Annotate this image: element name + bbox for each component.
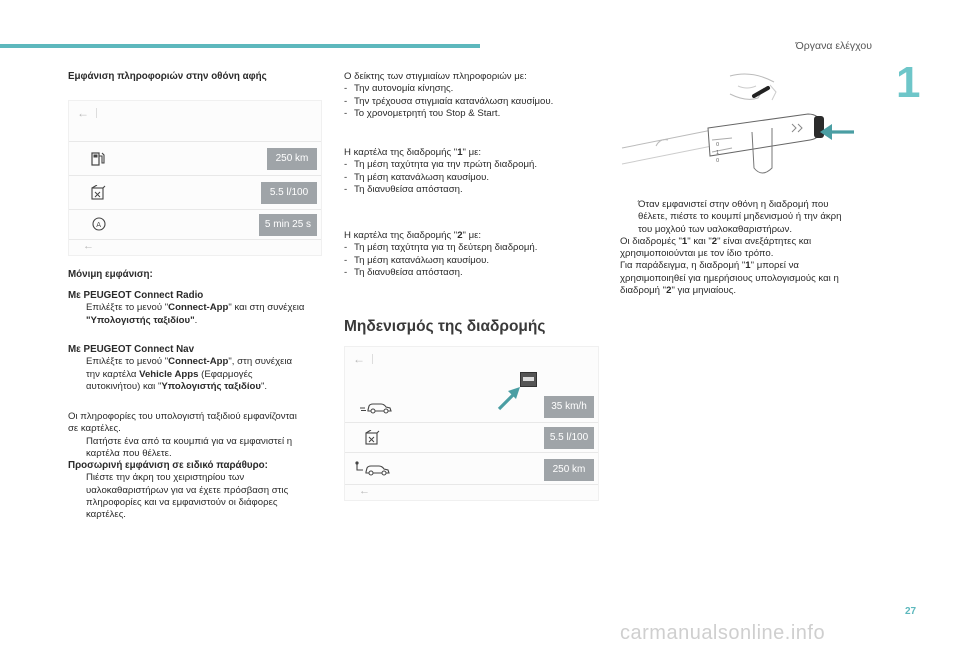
text: Πατήστε ένα από τα κουμπιά για να εμφανιστεί η xyxy=(86,435,293,447)
text: Επιλέξτε το μενού " xyxy=(86,302,169,314)
screen-row-distance[interactable] xyxy=(345,452,598,485)
menu-name: Υπολογιστής ταξιδίου xyxy=(161,380,261,392)
trip1-block xyxy=(344,147,614,196)
text: Η καρτέλα της διαδρομής " xyxy=(344,147,458,158)
back-arrow-icon: ← xyxy=(83,240,94,252)
text: χρησιμοποιηθεί για ημερήσιους υπολογισμούς και η xyxy=(620,272,839,284)
svg-text:1: 1 xyxy=(716,150,720,156)
back-arrow-icon: ← xyxy=(353,352,365,366)
trip2-block xyxy=(344,230,614,279)
trip-number: 2 xyxy=(457,230,463,241)
dash: - xyxy=(344,159,348,171)
text: " μπορεί να xyxy=(750,260,799,272)
text: την καρτέλα xyxy=(86,368,140,380)
dash: - xyxy=(344,242,348,254)
persistent-display-heading: Μόνιμη εμφάνιση: xyxy=(68,269,153,280)
text: Οι διαδρομές " xyxy=(620,235,682,247)
text: Όταν εμφανιστεί στην οθόνη η διαδρομή που xyxy=(638,199,829,210)
consumption-icon xyxy=(91,185,106,200)
text: Ο δείκτης των στιγμιαίων πληροφοριών με: xyxy=(344,71,527,82)
trip-number: 1 xyxy=(681,235,688,247)
consumption-value-badge: 5.5 l/100 xyxy=(261,182,317,204)
nav-instructions xyxy=(68,344,330,393)
instant-info-block xyxy=(344,71,614,120)
text: καρτέλα που θέλετε. xyxy=(86,447,172,459)
screen-row-stop-start[interactable] xyxy=(69,209,321,240)
svg-text:0: 0 xyxy=(716,158,720,164)
page-number: 27 xyxy=(905,606,917,617)
dash: - xyxy=(344,95,348,107)
wiper-stalk-illustration xyxy=(612,68,874,184)
svg-text:0: 0 xyxy=(716,142,720,148)
reset-instructions xyxy=(620,199,882,297)
list-item: Τη μέση κατανάλωση καυσίμου. xyxy=(354,171,490,183)
bullet-marker xyxy=(68,302,86,314)
trip-number: 2 xyxy=(711,235,718,247)
menu-name: Connect-App xyxy=(168,356,229,368)
dash: - xyxy=(344,254,348,266)
trip-computer-screen xyxy=(68,100,322,256)
text: " με: xyxy=(462,147,482,158)
text: Για παράδειγμα, η διαδρομή " xyxy=(620,260,746,272)
svg-text:A: A xyxy=(96,221,101,229)
text: Πιέστε την άκρη του χειριστηρίου των xyxy=(86,472,245,484)
text: Οι πληροφορίες του υπολογιστή ταξιδιού εμφανίζονται xyxy=(68,411,297,422)
stop-start-value-badge: 5 min 25 s xyxy=(259,214,317,236)
text: . xyxy=(194,314,198,326)
text: ". xyxy=(260,380,268,392)
header-accent-bar xyxy=(0,44,480,48)
consumption-icon xyxy=(365,430,380,445)
back-arrow-icon: ← xyxy=(359,485,370,497)
menu-name: Connect-App xyxy=(168,302,229,314)
stop-start-icon xyxy=(92,217,106,231)
trip-number: 1 xyxy=(745,260,751,272)
chapter-number: 1 xyxy=(896,58,921,107)
screen-row-consumption[interactable] xyxy=(69,175,321,210)
text: Επιλέξτε το μενού " xyxy=(86,356,169,368)
screen-row-consumption[interactable] xyxy=(345,422,598,453)
nav-heading: Με PEUGEOT Connect Nav xyxy=(68,344,195,355)
text: πληροφορίες και να εμφανιστούν οι διάφορες xyxy=(86,497,278,509)
speed-value-badge: 35 km/h xyxy=(544,396,594,418)
screen-footer xyxy=(345,484,598,499)
text: " και " xyxy=(687,235,712,247)
tabs-paragraph xyxy=(68,411,338,522)
list-item: Την τρέχουσα στιγμιαία κατανάλωση καυσίμου. xyxy=(354,95,554,107)
list-item: Τη μέση ταχύτητα για την πρώτη διαδρομή. xyxy=(354,159,537,171)
radio-instructions xyxy=(68,290,330,327)
text: υαλοκαθαριστήρων για να έχετε πρόσβαση στις xyxy=(86,484,289,496)
reset-screen xyxy=(344,346,599,501)
list-item: Την αυτονομία κίνησης. xyxy=(354,83,454,95)
distance-value-badge: 250 km xyxy=(544,459,594,481)
temporary-display-heading: Προσωρινή εμφάνιση σε ειδικό παράθυρο: xyxy=(68,460,268,472)
back-arrow-icon: ← xyxy=(77,106,89,120)
heading-touchscreen-display: Εμφάνιση πληροφοριών στην οθόνη αφής xyxy=(68,71,267,82)
dash: - xyxy=(344,171,348,183)
dash: - xyxy=(344,183,348,195)
range-value-badge: 250 km xyxy=(267,148,317,170)
trip-number: 2 xyxy=(666,285,672,297)
list-item: Τη διανυθείσα απόσταση. xyxy=(354,266,463,278)
text: Η καρτέλα της διαδρομής " xyxy=(344,230,458,241)
list-item: Τη μέση ταχύτητα για τη δεύτερη διαδρομή. xyxy=(354,242,538,254)
divider xyxy=(96,108,97,118)
dash: - xyxy=(344,266,348,278)
text: χρησιμοποιούνται με τον ίδιο τρόπο. xyxy=(620,248,774,260)
menu-name: Vehicle Apps xyxy=(139,368,199,380)
text: του μοχλού των υαλοκαθαριστήρων. xyxy=(638,223,792,235)
screen-row-range[interactable] xyxy=(69,141,321,176)
text: " με: xyxy=(462,230,482,241)
consumption-value-badge: 5.5 l/100 xyxy=(544,427,594,449)
screen-row-speed[interactable] xyxy=(345,392,598,422)
dash: - xyxy=(344,83,348,95)
list-item: Το χρονομετρητή του Stop & Start. xyxy=(354,107,501,119)
text: (Εφαρμογές xyxy=(198,368,253,380)
text: " είναι ανεξάρτητες και xyxy=(717,235,812,247)
text: θέλετε, πιέστε το κουμπί μηδενισμού ή την άκρη xyxy=(638,211,842,223)
text: " για μηνιαίους. xyxy=(671,285,736,297)
dash: - xyxy=(344,107,348,119)
trip-number: 1 xyxy=(457,147,463,158)
list-item: Τη διανυθείσα απόσταση. xyxy=(354,183,463,195)
reset-trip-heading: Μηδενισμός της διαδρομής xyxy=(344,318,546,335)
radio-heading: Με PEUGEOT Connect Radio xyxy=(68,290,204,301)
list-item: Τη μέση κατανάλωση καυσίμου. xyxy=(354,254,490,266)
divider xyxy=(372,354,373,364)
reset-icon xyxy=(523,377,534,381)
text: διαδρομή " xyxy=(620,285,667,297)
average-speed-car-icon xyxy=(359,401,393,414)
text: ", στη συνέχεια xyxy=(228,356,293,368)
section-title: Όργανα ελέγχου xyxy=(795,40,872,52)
text: καρτέλες. xyxy=(86,509,126,521)
text: σε καρτέλες. xyxy=(68,423,121,435)
distance-car-icon xyxy=(355,461,391,476)
text: αυτοκινήτου) και " xyxy=(86,380,162,392)
fuel-pump-icon xyxy=(91,151,105,166)
menu-name: "Υπολογιστής ταξιδίου" xyxy=(86,314,195,326)
text: " και στη συνέχεια xyxy=(228,302,305,314)
screen-footer xyxy=(69,239,321,254)
watermark-text: carmanualsonline.info xyxy=(620,622,826,644)
